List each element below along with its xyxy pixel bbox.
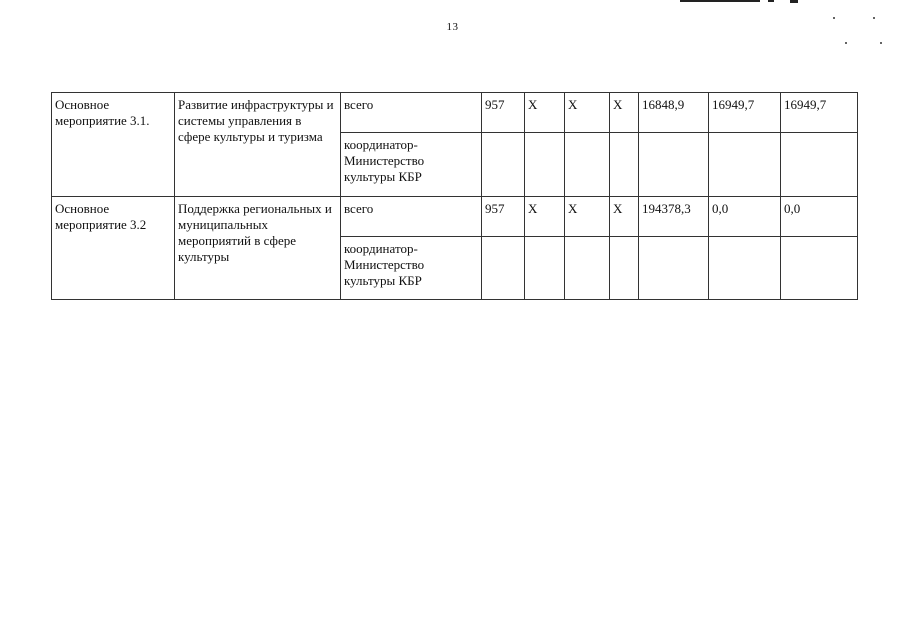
measure-title-cell: Развитие инфраструктуры и системы управления в сфере культуры и туризма	[175, 93, 341, 197]
empty-cell	[525, 237, 565, 300]
vr-cell: X	[610, 197, 639, 237]
empty-cell	[482, 133, 525, 197]
scan-artifact	[833, 17, 835, 19]
empty-cell	[482, 237, 525, 300]
scan-artifact	[845, 42, 847, 44]
measure-title-cell: Поддержка региональных и муниципальных мероприятий в сфере культуры	[175, 197, 341, 300]
measure-cell: Основное мероприятие 3.1.	[52, 93, 175, 197]
rz-pr-cell: X	[525, 197, 565, 237]
csr-cell: X	[565, 93, 610, 133]
grbs-cell: 957	[482, 93, 525, 133]
table-row	[52, 93, 858, 133]
page-number: 13	[446, 21, 459, 33]
empty-cell	[565, 133, 610, 197]
grbs-cell: 957	[482, 197, 525, 237]
empty-cell	[709, 237, 781, 300]
empty-cell	[781, 133, 858, 197]
year2-cell: 0,0	[709, 197, 781, 237]
coordinator-cell: координатор-Министерство культуры КБР	[341, 133, 482, 197]
empty-cell	[610, 237, 639, 300]
empty-cell	[525, 133, 565, 197]
year1-cell: 194378,3	[639, 197, 709, 237]
empty-cell	[781, 237, 858, 300]
year1-cell: 16848,9	[639, 93, 709, 133]
rz-pr-cell: X	[525, 93, 565, 133]
csr-cell: X	[565, 197, 610, 237]
table-row	[52, 197, 858, 237]
year3-cell: 16949,7	[781, 93, 858, 133]
scan-artifact	[768, 0, 774, 2]
empty-cell	[639, 133, 709, 197]
empty-cell	[565, 237, 610, 300]
year3-cell: 0,0	[781, 197, 858, 237]
vr-cell: X	[610, 93, 639, 133]
budget-table	[51, 92, 858, 300]
scan-artifact	[880, 42, 882, 44]
empty-cell	[610, 133, 639, 197]
scan-artifact	[873, 17, 875, 19]
empty-cell	[639, 237, 709, 300]
scan-artifact	[680, 0, 760, 2]
scan-artifact	[790, 0, 798, 3]
measure-cell: Основное мероприятие 3.2	[52, 197, 175, 300]
total-label-cell: всего	[341, 93, 482, 133]
coordinator-cell: координатор-Министерство культуры КБР	[341, 237, 482, 300]
total-label-cell: всего	[341, 197, 482, 237]
year2-cell: 16949,7	[709, 93, 781, 133]
empty-cell	[709, 133, 781, 197]
